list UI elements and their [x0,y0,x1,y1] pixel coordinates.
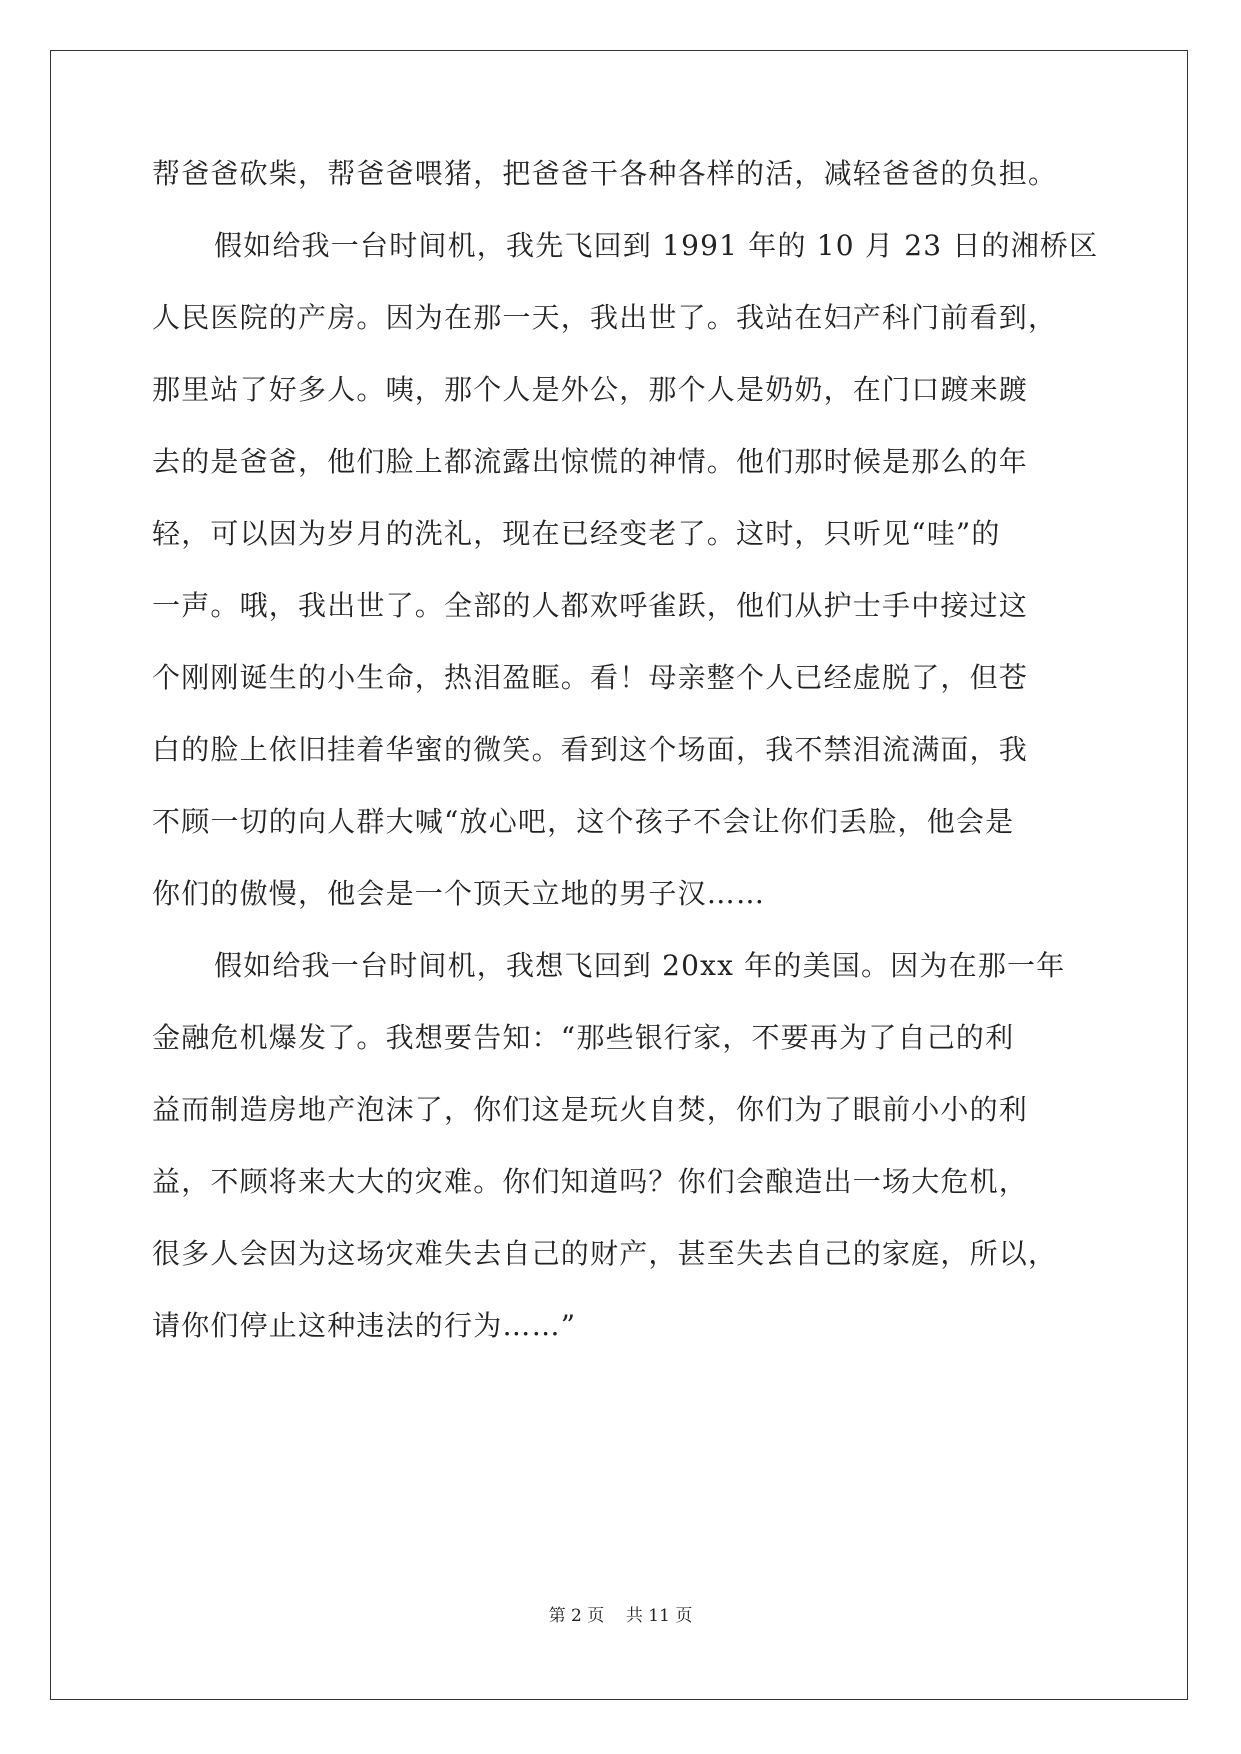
text-line: 白的脸上依旧挂着华蜜的微笑。看到这个场面，我不禁泪流满面，我 [152,733,1029,766]
page-number-footer: 第 2 页 共 11 页 [548,1606,693,1626]
text-line: 人民医院的产房。因为在那一天，我出世了。我站在妇产科门前看到， [152,301,1058,334]
text-line: 那里站了好多人。咦，那个人是外公，那个人是奶奶，在门口踱来踱 [152,373,1029,406]
text-line: 你们的傲慢，他会是一个顶天立地的男子汉…… [152,877,766,910]
text-line: 益而制造房地产泡沫了，你们这是玩火自焚，你们为了眼前小小的利 [152,1093,1029,1126]
text-line: 一声。哦，我出世了。全部的人都欢呼雀跃，他们从护士手中接过这 [152,589,1029,622]
paragraph-start-line: 假如给我一台时间机，我先飞回到 1991 年的 10 月 23 日的湘桥区 [214,229,1099,262]
text-line: 个刚刚诞生的小生命，热泪盈眶。看！母亲整个人已经虚脱了，但苍 [152,661,1029,694]
text-line: 请你们停止这种违法的行为……” [152,1309,577,1342]
text-line: 很多人会因为这场灾难失去自己的财产，甚至失去自己的家庭，所以， [152,1237,1058,1270]
text-line: 不顾一切的向人群大喊“放心吧，这个孩子不会让你们丢脸，他会是 [152,805,1015,838]
text-line: 帮爸爸砍柴，帮爸爸喂猪，把爸爸干各种各样的活，减轻爸爸的负担。 [152,157,1058,190]
paragraph-start-line: 假如给我一台时间机，我想飞回到 20xx 年的美国。因为在那一年 [214,949,1066,982]
text-line: 益，不顾将来大大的灾难。你们知道吗？你们会酿造出一场大危机， [152,1165,1029,1198]
text-line: 金融危机爆发了。我想要告知：“那些银行家，不要再为了自己的利 [152,1021,1015,1054]
text-line: 去的是爸爸，他们脸上都流露出惊慌的神情。他们那时候是那么的年 [152,445,1029,478]
text-line: 轻，可以因为岁月的洗礼，现在已经变老了。这时，只听见“哇”的 [152,517,1001,550]
